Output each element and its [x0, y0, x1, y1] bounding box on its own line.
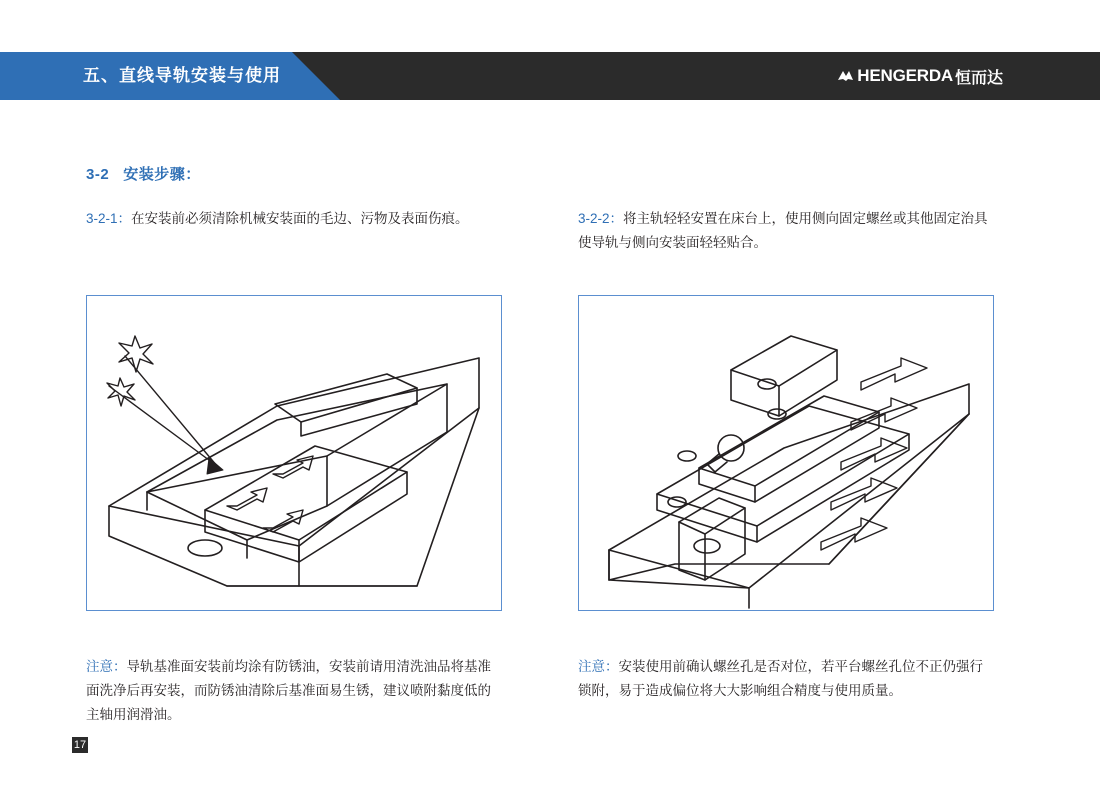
- section-title-text: 安装步骤：: [123, 166, 201, 183]
- note-body-2: 安装使用前确认螺丝孔是否对位，若平台螺丝孔位不正仍强行锁附，易于造成偏位将大大影响组合精度与使用质量。: [578, 659, 983, 698]
- note-right: [578, 655, 996, 703]
- note-label-2: 注意：: [578, 659, 619, 674]
- step-body-2: 将主轨轻轻安置在床台上，使用侧向固定螺丝或其他固定治具使导轨与侧向安装面轻轻贴合。: [578, 211, 988, 250]
- note-body-1: 导轨基准面安装前均涂有防锈油，安装前请用清洗油品将基准面洗净后再安装，而防锈油清除后基准面易生锈，建议喷附黏度低的主轴用润滑油。: [86, 659, 491, 722]
- figure-rail-cleaning: [86, 295, 502, 611]
- step-text-left: [86, 207, 504, 231]
- brand-logo: [837, 52, 1003, 100]
- note-left: [86, 655, 504, 727]
- step-label-2: 3-2-2：: [578, 211, 624, 226]
- brand-mark-icon: [837, 68, 854, 85]
- step-label-1: 3-2-1：: [86, 211, 132, 226]
- step-text-right: [578, 207, 996, 255]
- brand-name-en: HENGERDA: [857, 66, 953, 85]
- page-header: [0, 52, 1100, 100]
- section-heading: [86, 163, 201, 184]
- brand-name-cn: 恒而达: [954, 69, 1003, 87]
- page-number: 17: [73, 739, 87, 751]
- figure-rail-mounting: [578, 295, 994, 611]
- step-body-1: 在安装前必须清除机械安装面的毛边、污物及表面伤痕。: [131, 211, 469, 226]
- section-number: 3-2: [86, 166, 110, 183]
- note-label-1: 注意：: [86, 659, 127, 674]
- chapter-title: 五、直线导轨安装与使用: [83, 66, 281, 85]
